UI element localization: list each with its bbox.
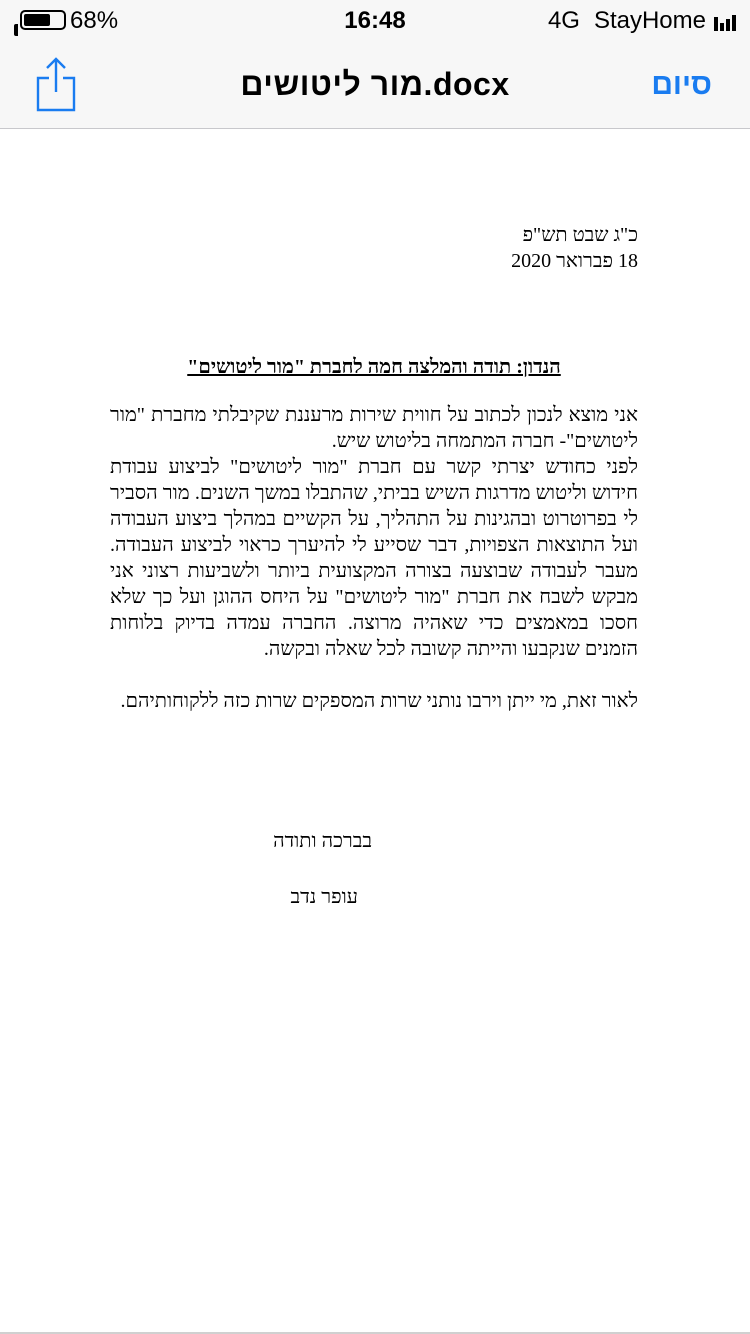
- signer-name: עופר נדב: [290, 886, 358, 908]
- network-status: [548, 7, 750, 33]
- top-bar: [0, 0, 750, 129]
- signal-bars-icon: [714, 11, 736, 31]
- letter-body: [110, 402, 638, 662]
- done-button[interactable]: סיום: [651, 68, 712, 101]
- letter-subject: הנדון: תודה והמלצה חמה לחברת "מור ליטושים": [187, 356, 561, 378]
- body-paragraph: אני מוצא לנכון לכתוב על חווית שירות מרעננת שקיבלתי מחברת "מור ליטושים"- חברה המתמחה בליטוש שיש.: [110, 404, 638, 452]
- letter-closing: לאור זאת, מי ייתן וירבו נותני שרות המספקים שרות כזה ללקוחותיהם.: [120, 690, 638, 712]
- carrier-name: StayHome: [593, 7, 706, 34]
- document-title: מור ליטושים.docx: [240, 66, 510, 102]
- date-gregorian: 18 פברואר 2020: [511, 250, 638, 272]
- battery-percent: 68%: [70, 7, 119, 34]
- nav-bar: [0, 44, 750, 128]
- signature-block: [272, 830, 372, 912]
- status-bar: [0, 0, 750, 40]
- status-time: 16:48: [344, 7, 406, 34]
- network-type: 4G: [547, 7, 580, 34]
- document-content: [110, 222, 638, 714]
- body-paragraph: לפני כחודש יצרתי קשר עם חברת "מור ליטושים" לביצוע עבודת חידוש וליטוש מדרגות השיש בביתי, שהתבלו במשך השנים. מור הסביר לי בפרוטרוט ובהגינות על התהליך, על הקשיים במהלך ביצוע העבודה ועל התוצאות הצפויות, דבר שסייע לי להיערך כראוי לביצוע העבודה. מעבר לעבודה שבוצעה בצורה המקצועית ביותר ולשביעות רצוני אני מבקש לשבח את חברת "מור ליטושים" על היחס ההוגן ועל כך שלא חסכו במאמצים כדי שאהיה מרוצה. החברה עמדה בדיוק בלוחות הזמנים שנקבעו והייתה קשובה לכל שאלה ובקשה.: [110, 456, 638, 660]
- date-hebrew: כ"ג שבט תש"פ: [522, 224, 638, 246]
- sign-off: בברכה ותודה: [273, 830, 372, 852]
- letter-date: [110, 222, 638, 274]
